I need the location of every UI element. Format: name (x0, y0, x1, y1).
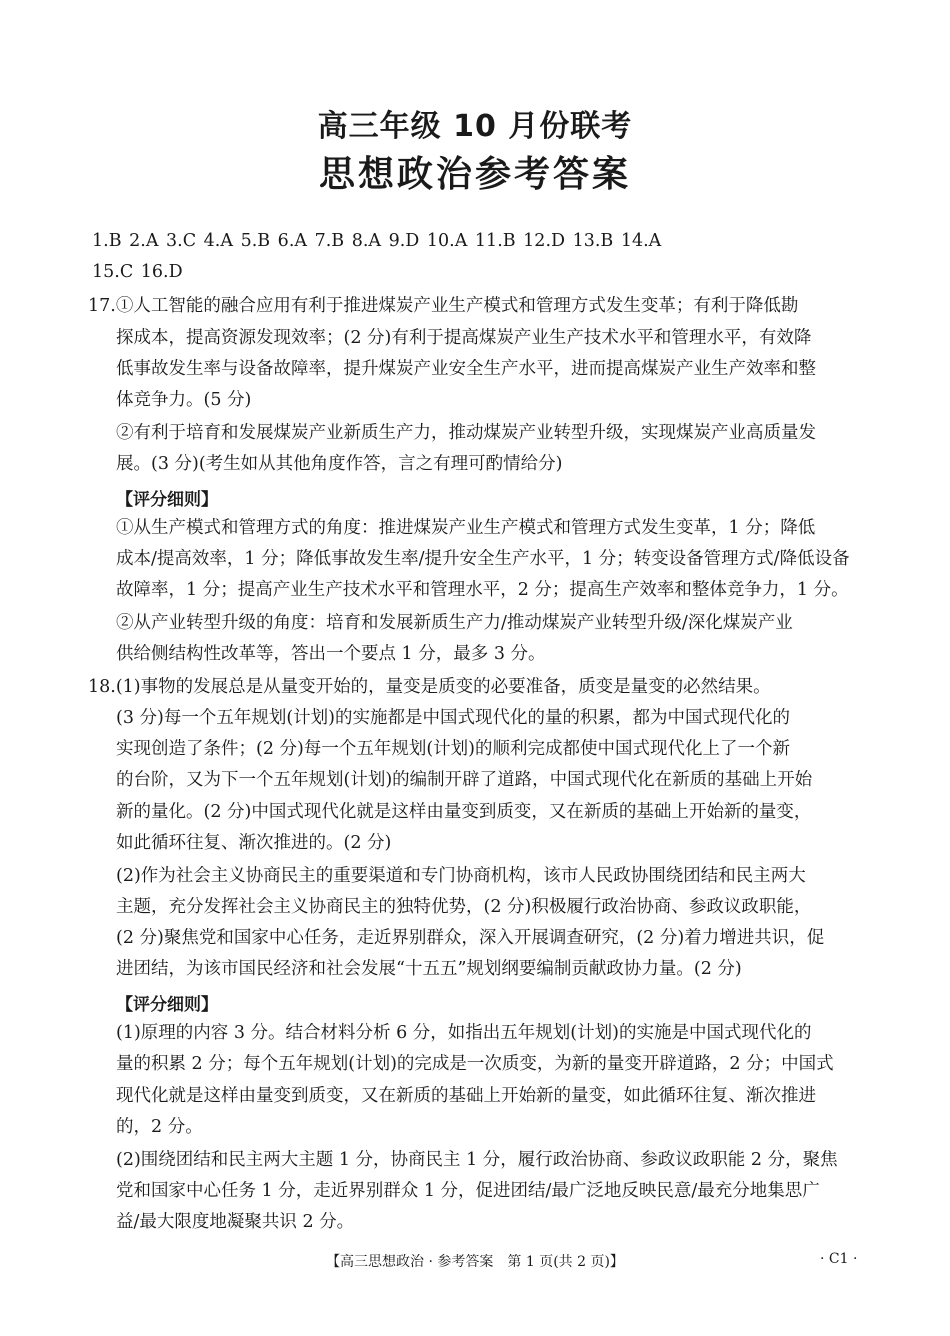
choice-answers-line-1: 1.B 2.A 3.C 4.A 5.B 6.A 7.B 8.A 9.D 10.A 11.B 12.D 13.B 14.A (92, 231, 662, 251)
q18-rubric-heading: 【评分细则】 (116, 995, 218, 1015)
q18-line: 进团结，为该市国民经济和社会发展“十五五”规划纲要编制贡献政协力量。(2 分) (116, 959, 742, 979)
q18-line: 18.(1)事物的发展总是从量变开始的，量变是质变的必要准备，质变是量变的必然结果。 (88, 677, 771, 697)
exam-title: 高三年级 10 月份联考 (317, 109, 633, 144)
q18-line: (2 分)聚焦党和国家中心任务，走近界别群众，深入开展调查研究，(2 分)着力增进共识，促 (116, 928, 825, 948)
q18-rubric-line: 量的积累 2 分；每个五年规划(计划)的完成是一次质变，为新的量变开辟道路，2 分；中国式 (116, 1054, 834, 1074)
q18-line: 如此循环往复、渐次推进的。(2 分) (116, 833, 392, 853)
document-title: 思想政治参考答案 (318, 154, 631, 195)
q17-rubric-line: 供给侧结构性改革等，答出一个要点 1 分，最多 3 分。 (116, 644, 546, 664)
page-footer: 【高三思想政治 · 参考答案 第 1 页(共 2 页)】 (326, 1254, 624, 1270)
q18-rubric-line: 益/最大限度地凝聚共识 2 分。 (116, 1212, 355, 1232)
q17-rubric-heading: 【评分细则】 (116, 490, 218, 510)
choice-answers-line-2: 15.C 16.D (92, 262, 183, 282)
q18-line: 新的量化。(2 分)中国式现代化就是这样由量变到质变，又在新质的基础上开始新的量变， (116, 802, 812, 822)
q17-line: ②有利于培育和发展煤炭产业新质生产力，推动煤炭产业转型升级，实现煤炭产业高质量发 (116, 423, 816, 443)
q17-line: 展。(3 分)(考生如从其他角度作答，言之有理可酌情给分) (116, 454, 563, 474)
q17-line: 体竞争力。(5 分) (116, 390, 252, 410)
q17-line: 探成本，提高资源发现效率；(2 分)有利于提高煤炭产业生产技术水平和管理水平，有效降 (116, 328, 812, 348)
q18-line: 实现创造了条件；(2 分)每一个五年规划(计划)的顺利完成都使中国式现代化上了一个新 (116, 739, 791, 759)
q18-line: (2)作为社会主义协商民主的重要渠道和专门协商机构，该市人民政协围绕团结和民主两大 (116, 866, 806, 886)
q17-rubric-line: ①从生产模式和管理方式的角度：推进煤炭产业生产模式和管理方式发生变革，1 分；降低 (116, 518, 816, 538)
q17-line: 17.①人工智能的融合应用有利于推进煤炭产业生产模式和管理方式发生变革；有利于降低勘 (88, 296, 799, 316)
q18-line: 主题，充分发挥社会主义协商民主的独特优势，(2 分)积极履行政治协商、参政议政职能， (116, 897, 812, 917)
page-code: · C1 · (820, 1251, 858, 1267)
q18-rubric-line: 的，2 分。 (116, 1117, 203, 1137)
q17-rubric-line: 故障率，1 分；提高产业生产技术水平和管理水平，2 分；提高生产效率和整体竞争力，1 分。 (116, 580, 849, 600)
q18-rubric-line: 党和国家中心任务 1 分，走近界别群众 1 分，促进团结/最广泛地反映民意/最充分地集思广 (116, 1181, 820, 1201)
q18-line: 的台阶，又为下一个五年规划(计划)的编制开辟了道路，中国式现代化在新质的基础上开始 (116, 770, 813, 790)
q17-line: 低事故发生率与设备故障率，提升煤炭产业安全生产水平，进而提高煤炭产业生产效率和整 (116, 359, 816, 379)
q18-rubric-line: (2)围绕团结和民主两大主题 1 分，协商民主 1 分，履行政治协商、参政议政职能 2 分，聚焦 (116, 1150, 838, 1170)
q17-rubric-line: ②从产业转型升级的角度：培育和发展新质生产力/推动煤炭产业转型升级/深化煤炭产业 (116, 613, 793, 633)
q18-rubric-line: (1)原理的内容 3 分。结合材料分析 6 分，如指出五年规划(计划)的实施是中国式现代化的 (116, 1023, 812, 1043)
q18-rubric-line: 现代化就是这样由量变到质变，又在新质的基础上开始新的量变，如此循环往复、渐次推进 (116, 1086, 816, 1106)
q18-line: (3 分)每一个五年规划(计划)的实施都是中国式现代化的量的积累，都为中国式现代化的 (116, 708, 791, 728)
q17-rubric-line: 成本/提高效率，1 分；降低事故发生率/提升安全生产水平，1 分；转变设备管理方式/降低设备 (116, 549, 850, 569)
